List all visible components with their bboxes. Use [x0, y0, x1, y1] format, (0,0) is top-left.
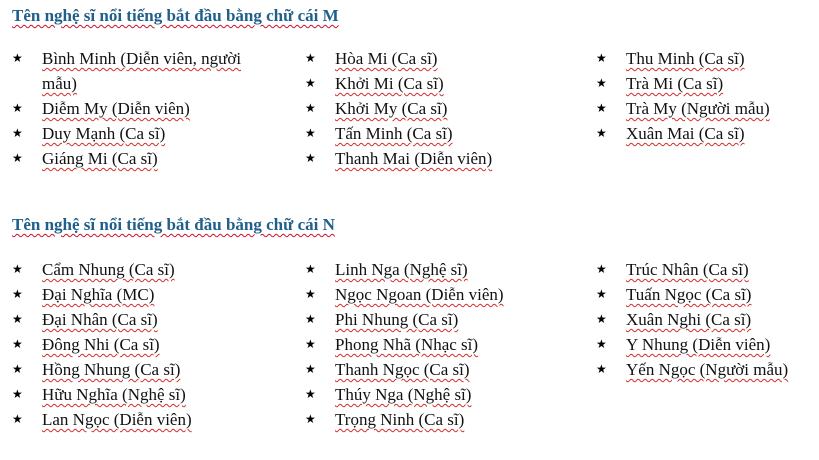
star-bullet-icon: ★ [596, 126, 607, 140]
list-m-column-3 [596, 46, 811, 146]
list-item [596, 307, 811, 332]
star-bullet-icon: ★ [596, 101, 607, 115]
artist-name: Cẩm Nhung (Ca sĩ) [42, 260, 175, 279]
star-bullet-icon: ★ [305, 262, 316, 276]
list-item [305, 357, 565, 382]
star-bullet-icon: ★ [12, 51, 23, 65]
artist-name: Trọng Ninh (Ca sĩ) [335, 410, 465, 429]
star-bullet-icon: ★ [305, 287, 316, 301]
list-item [596, 96, 811, 121]
list-item [305, 382, 565, 407]
list-item [12, 146, 242, 171]
list-item [596, 71, 811, 96]
list-item [12, 382, 242, 407]
list-m-column-2 [305, 46, 565, 171]
artist-name: Khởi Mi (Ca sĩ) [335, 74, 444, 93]
star-bullet-icon: ★ [596, 287, 607, 301]
artist-name: Trúc Nhân (Ca sĩ) [626, 260, 749, 279]
star-bullet-icon: ★ [12, 126, 23, 140]
list-item [305, 282, 565, 307]
artist-name: Duy Mạnh (Ca sĩ) [42, 124, 166, 143]
star-bullet-icon: ★ [305, 126, 316, 140]
star-bullet-icon: ★ [305, 101, 316, 115]
artist-name: Đại Nhân (Ca sĩ) [42, 310, 158, 329]
artist-name: Xuân Nghi (Ca sĩ) [626, 310, 752, 329]
star-bullet-icon: ★ [305, 337, 316, 351]
artist-name: Phi Nhung (Ca sĩ) [335, 310, 459, 329]
list-item [12, 307, 242, 332]
list-m-column-1 [12, 46, 242, 171]
list-item [305, 407, 565, 432]
artist-name: Tấn Minh (Ca sĩ) [335, 124, 453, 143]
artist-name: Tuấn Ngọc (Ca sĩ) [626, 285, 752, 304]
list-item [305, 46, 565, 71]
star-bullet-icon: ★ [596, 76, 607, 90]
artist-name: Y Nhung (Diễn viên) [626, 335, 771, 354]
artist-name: Giáng Mi (Ca sĩ) [42, 149, 158, 168]
artist-name: Thu Minh (Ca sĩ) [626, 49, 745, 68]
artist-name: Trà Mi (Ca sĩ) [626, 74, 724, 93]
artist-name: Lan Ngọc (Diễn viên) [42, 410, 192, 429]
star-bullet-icon: ★ [12, 387, 23, 401]
list-item [596, 257, 811, 282]
star-bullet-icon: ★ [12, 101, 23, 115]
list-item [305, 71, 565, 96]
artist-name: Thanh Mai (Diễn viên) [335, 149, 493, 168]
list-n-column-2 [305, 257, 565, 432]
artist-name: Hòa Mi (Ca sĩ) [335, 49, 438, 68]
artist-name: Ngọc Ngoan (Diễn viên) [335, 285, 504, 304]
star-bullet-icon: ★ [305, 412, 316, 426]
artist-name: Hữu Nghĩa (Nghệ sĩ) [42, 385, 186, 404]
star-bullet-icon: ★ [305, 51, 316, 65]
artist-name: Yến Ngọc (Người mẫu) [626, 360, 789, 379]
list-item [305, 146, 565, 171]
list-item [12, 357, 242, 382]
artist-name: Linh Nga (Nghệ sĩ) [335, 260, 468, 279]
artist-name: Diễm My (Diễn viên) [42, 99, 190, 118]
star-bullet-icon: ★ [12, 287, 23, 301]
list-item [596, 332, 811, 357]
heading-n: Tên nghệ sĩ nổi tiếng bắt đầu bằng chữ cái N [12, 215, 335, 234]
artist-name: Thúy Nga (Nghệ sĩ) [335, 385, 472, 404]
star-bullet-icon: ★ [12, 262, 23, 276]
list-item [12, 96, 242, 121]
star-bullet-icon: ★ [12, 312, 23, 326]
list-item [596, 121, 811, 146]
star-bullet-icon: ★ [596, 337, 607, 351]
list-item [12, 282, 242, 307]
list-item [596, 357, 811, 382]
list-item [305, 96, 565, 121]
star-bullet-icon: ★ [12, 337, 23, 351]
list-item [12, 407, 242, 432]
list-item [305, 332, 565, 357]
star-bullet-icon: ★ [305, 151, 316, 165]
list-item [305, 307, 565, 332]
list-item [12, 257, 242, 282]
star-bullet-icon: ★ [596, 262, 607, 276]
list-item [305, 121, 565, 146]
star-bullet-icon: ★ [305, 362, 316, 376]
list-n-column-3 [596, 257, 811, 382]
heading-m: Tên nghệ sĩ nổi tiếng bắt đầu bằng chữ cái M [12, 6, 339, 25]
artist-name: Phong Nhã (Nhạc sĩ) [335, 335, 479, 354]
artist-name: Trà My (Người mẫu) [626, 99, 770, 118]
star-bullet-icon: ★ [305, 387, 316, 401]
star-bullet-icon: ★ [596, 51, 607, 65]
artist-name: Xuân Mai (Ca sĩ) [626, 124, 745, 143]
star-bullet-icon: ★ [305, 76, 316, 90]
list-item [12, 332, 242, 357]
artist-name: Đông Nhi (Ca sĩ) [42, 335, 160, 354]
artist-name: Khởi My (Ca sĩ) [335, 99, 448, 118]
star-bullet-icon: ★ [305, 312, 316, 326]
list-item [12, 121, 242, 146]
star-bullet-icon: ★ [12, 151, 23, 165]
star-bullet-icon: ★ [596, 312, 607, 326]
star-bullet-icon: ★ [12, 362, 23, 376]
star-bullet-icon: ★ [12, 412, 23, 426]
artist-name: Bình Minh (Diễn viên, người mẫu) [42, 49, 242, 93]
artist-name: Thanh Ngọc (Ca sĩ) [335, 360, 470, 379]
list-item [596, 282, 811, 307]
list-item [12, 46, 242, 96]
list-item [596, 46, 811, 71]
list-n-column-1 [12, 257, 242, 432]
artist-name: Hồng Nhung (Ca sĩ) [42, 360, 181, 379]
artist-name: Đại Nghĩa (MC) [42, 285, 155, 304]
list-item [305, 257, 565, 282]
star-bullet-icon: ★ [596, 362, 607, 376]
